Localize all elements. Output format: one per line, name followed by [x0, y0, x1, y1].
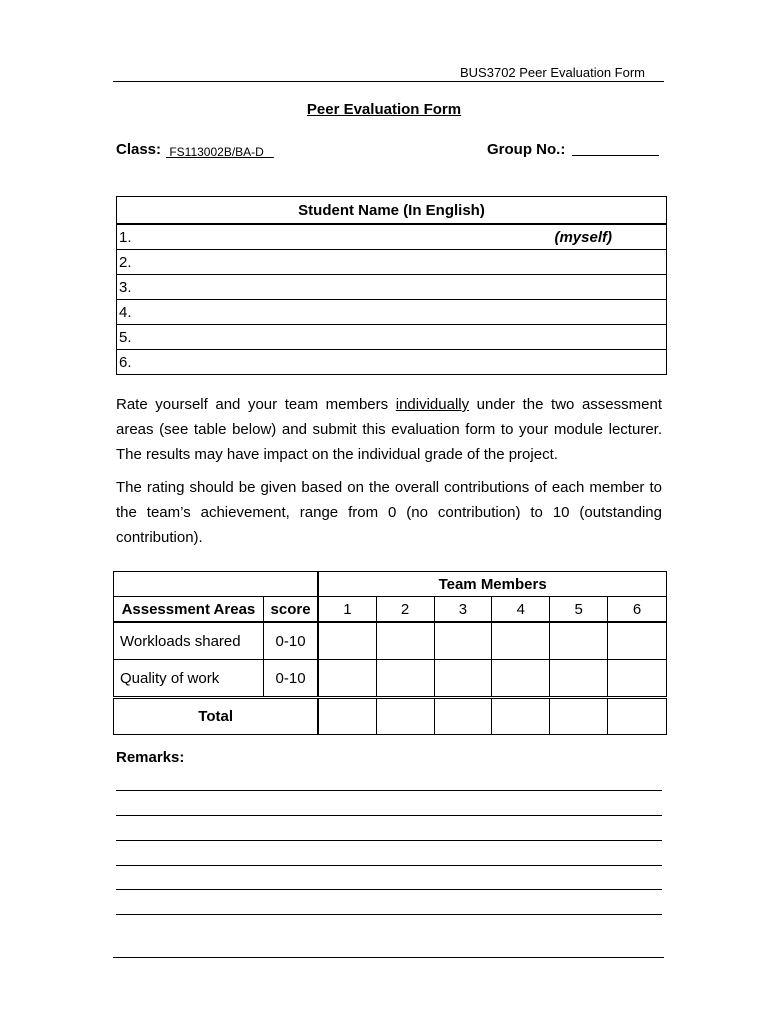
score-cell[interactable]: [434, 622, 492, 660]
remarks-line[interactable]: [116, 865, 662, 866]
group-no-label: Group No.:: [487, 141, 570, 158]
remarks-line[interactable]: [116, 914, 662, 915]
student-names-table: [116, 196, 667, 375]
table-row: [114, 622, 667, 660]
score-header: score: [263, 597, 318, 623]
remarks-line[interactable]: [116, 815, 662, 816]
member-header-3: 3: [434, 597, 492, 623]
student-name-row-6[interactable]: 6.: [117, 350, 667, 375]
score-cell[interactable]: [550, 622, 608, 660]
score-cell[interactable]: [434, 660, 492, 698]
remarks-line[interactable]: [116, 790, 662, 791]
instructions-paragraph-1: Rate yourself and your team members individually under the two assessment areas (see table below) and submit this evaluation form to your module lecturer. The results may have impact on the individual grade of the project.: [116, 396, 663, 463]
student-name-row-2[interactable]: 2.: [117, 250, 667, 275]
total-cell[interactable]: [318, 698, 376, 735]
total-cell[interactable]: [492, 698, 550, 735]
member-header-6: 6: [608, 597, 667, 623]
score-cell[interactable]: [608, 622, 667, 660]
footer-divider: [113, 957, 664, 958]
member-header-1: 1: [318, 597, 376, 623]
score-cell[interactable]: [318, 660, 376, 698]
instructions-paragraph-2: The rating should be given based on the overall contributions of each member to the team’s achievement, range from 0 (no contribution) to 10 (outstanding contribution).: [116, 479, 662, 546]
names-table-header: Student Name (In English): [117, 197, 667, 225]
total-label: Total: [114, 698, 319, 735]
member-header-2: 2: [376, 597, 434, 623]
area-quality: Quality of work: [114, 660, 264, 698]
remarks-label: Remarks:: [116, 749, 185, 766]
table-row: [114, 660, 667, 698]
score-cell[interactable]: [550, 660, 608, 698]
score-cell[interactable]: [376, 660, 434, 698]
total-cell[interactable]: [550, 698, 608, 735]
header-divider: [113, 81, 664, 82]
score-cell[interactable]: [492, 660, 550, 698]
group-no-field[interactable]: [572, 155, 659, 156]
header-form-code: BUS3702 Peer Evaluation Form: [460, 65, 645, 80]
score-cell[interactable]: [608, 660, 667, 698]
member-header-5: 5: [550, 597, 608, 623]
score-cell[interactable]: [376, 622, 434, 660]
class-label: Class:: [116, 141, 162, 158]
remarks-line[interactable]: [116, 840, 662, 841]
total-row: [114, 698, 667, 735]
score-cell[interactable]: [492, 622, 550, 660]
total-cell[interactable]: [608, 698, 667, 735]
member-header-4: 4: [492, 597, 550, 623]
myself-note: (myself): [554, 229, 612, 246]
score-range: 0-10: [263, 622, 318, 660]
page-title: Peer Evaluation Form: [306, 101, 462, 118]
total-cell[interactable]: [434, 698, 492, 735]
student-name-row-5[interactable]: 5.: [117, 325, 667, 350]
blank-header-cell: [114, 572, 319, 597]
score-range: 0-10: [263, 660, 318, 698]
assessment-areas-header: Assessment Areas: [114, 597, 264, 623]
team-members-header: Team Members: [318, 572, 666, 597]
student-name-row-3[interactable]: 3.: [117, 275, 667, 300]
assessment-table: [113, 571, 667, 735]
class-field[interactable]: FS113002B/BA-D: [166, 145, 274, 159]
student-name-row-1[interactable]: 1. (myself): [117, 224, 667, 250]
area-workloads: Workloads shared: [114, 622, 264, 660]
remarks-line[interactable]: [116, 889, 662, 890]
total-cell[interactable]: [376, 698, 434, 735]
score-cell[interactable]: [318, 622, 376, 660]
student-name-row-4[interactable]: 4.: [117, 300, 667, 325]
